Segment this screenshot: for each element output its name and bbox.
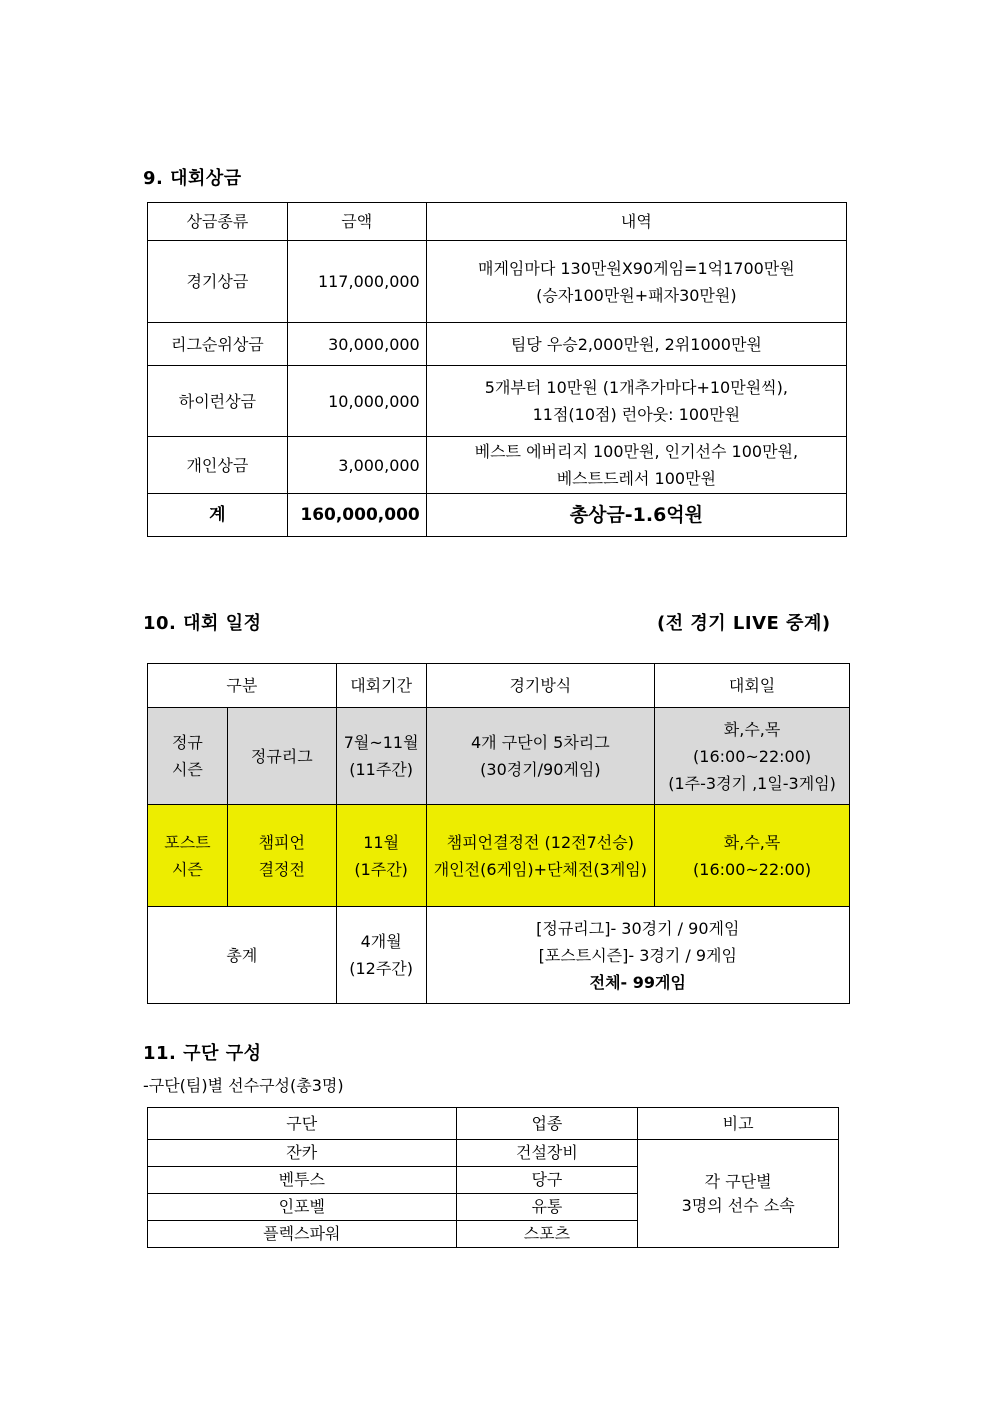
league-name: 정규리그 [227,708,336,805]
total-amount: 160,000,000 [287,494,426,537]
period-line: (1주간) [354,859,408,879]
table-header-row [148,1108,839,1140]
summary-total-line: 전체- 99게임 [589,972,686,992]
team-industry: 건설장비 [456,1140,638,1167]
post-season-row [148,805,850,907]
note-line: 3명의 선수 소속 [681,1195,795,1215]
name-line: 챔피언 [258,832,305,852]
prize-detail [426,437,846,494]
period-cell [336,708,426,805]
total-row [148,494,847,537]
prize-table [147,202,847,537]
prize-detail [426,366,846,437]
table-row [148,366,847,437]
period-line: 4개월 [360,932,402,951]
prize-type: 하이런상금 [148,366,288,437]
note-line: 각 구단별 [704,1171,772,1191]
header-cell: 상금종류 [148,203,288,241]
season-line: 포스트 [164,832,211,852]
header-cell: 금액 [287,203,426,241]
table-header-row [148,203,847,241]
header-cell: 구단 [148,1108,457,1140]
prize-detail: 팀당 우승2,000만원, 2위1000만원 [426,323,846,366]
total-label: 총계 [148,907,337,1004]
method-cell [426,805,655,907]
team-industry: 스포츠 [456,1221,638,1248]
prize-amount: 117,000,000 [287,241,426,323]
summary-line: [정규리그]- 30경기 / 90게임 [536,918,740,938]
header-cell: 구분 [148,664,337,708]
detail-line: 11점(10점) 런아웃: 100만원 [532,405,741,424]
total-row [148,907,850,1004]
team-industry: 유통 [456,1194,638,1221]
total-label: 계 [148,494,288,537]
prize-detail [426,241,846,323]
method-line: (30경기/90게임) [480,760,601,779]
section-11-subtitle: -구단(팀)별 선수구성(총3명) [143,1076,344,1095]
period-line: 11월 [363,832,400,852]
method-line: 개인전(6게임)+단체전(3게임) [433,859,647,879]
header-cell: 비고 [638,1108,839,1140]
season-cell [148,708,228,805]
header-cell: 내역 [426,203,846,241]
table-row [148,241,847,323]
team-name: 인포벨 [148,1194,457,1221]
summary-line: [포스트시즌]- 3경기 / 9게임 [538,945,737,965]
section-10-title: 10. 대회 일정 [143,613,262,634]
team-name: 잔카 [148,1140,457,1167]
team-name: 벤투스 [148,1167,457,1194]
name-line: 결정전 [258,859,305,879]
detail-line: 베스트 에버리지 100만원, 인기선수 100만원, [474,442,799,461]
detail-line: 베스트드레서 100만원 [556,469,716,488]
detail-line: (승자100만원+패자30만원) [536,285,737,305]
prize-type: 리그순위상금 [148,323,288,366]
regular-season-row [148,708,850,805]
days-line: (1주-3경기 ,1일-3게임) [668,773,836,793]
days-cell [655,708,850,805]
header-cell: 업종 [456,1108,638,1140]
method-line: 4개 구단이 5차리그 [470,733,610,752]
detail-line: 5개부터 10만원 (1개추가마다+10만원씩), [484,378,788,397]
period-line: 7월~11월 [343,733,419,752]
section-11-title: 11. 구단 구성 [143,1043,262,1064]
header-cell: 대회일 [655,664,850,708]
period-line: (11주간) [349,760,413,779]
days-line: 화,수,목 [723,832,781,852]
detail-line: 매게임마다 130만원X90게임=1억1700만원 [478,258,795,278]
prize-amount: 3,000,000 [287,437,426,494]
method-line: 챔피언결정전 (12전7선승) [446,832,634,852]
total-detail: 총상금-1.6억원 [426,494,846,537]
team-note [638,1140,839,1248]
section-9-title: 9. 대회상금 [143,168,242,189]
days-cell [655,805,850,907]
live-note: (전 경기 LIVE 중계) [657,613,831,634]
table-header-row [148,664,850,708]
method-cell [426,708,655,805]
days-line: (16:00~22:00) [693,746,812,766]
team-industry: 당구 [456,1167,638,1194]
header-cell: 경기방식 [426,664,655,708]
period-line: (12주간) [349,959,413,978]
season-line: 시즌 [171,859,203,879]
prize-amount: 30,000,000 [287,323,426,366]
period-cell [336,805,426,907]
season-line: 정규 [171,733,203,752]
period-cell [336,907,426,1004]
header-cell: 대회기간 [336,664,426,708]
prize-type: 경기상금 [148,241,288,323]
table-row [148,1140,839,1167]
prize-amount: 10,000,000 [287,366,426,437]
schedule-table [147,663,850,1004]
league-name [227,805,336,907]
table-row [148,323,847,366]
team-name: 플렉스파워 [148,1221,457,1248]
days-line: 화,수,목 [723,719,781,739]
season-line: 시즌 [171,760,203,779]
total-summary [426,907,849,1004]
days-line: (16:00~22:00) [693,859,812,879]
team-table [147,1107,839,1248]
prize-type: 개인상금 [148,437,288,494]
season-cell [148,805,228,907]
table-row [148,437,847,494]
